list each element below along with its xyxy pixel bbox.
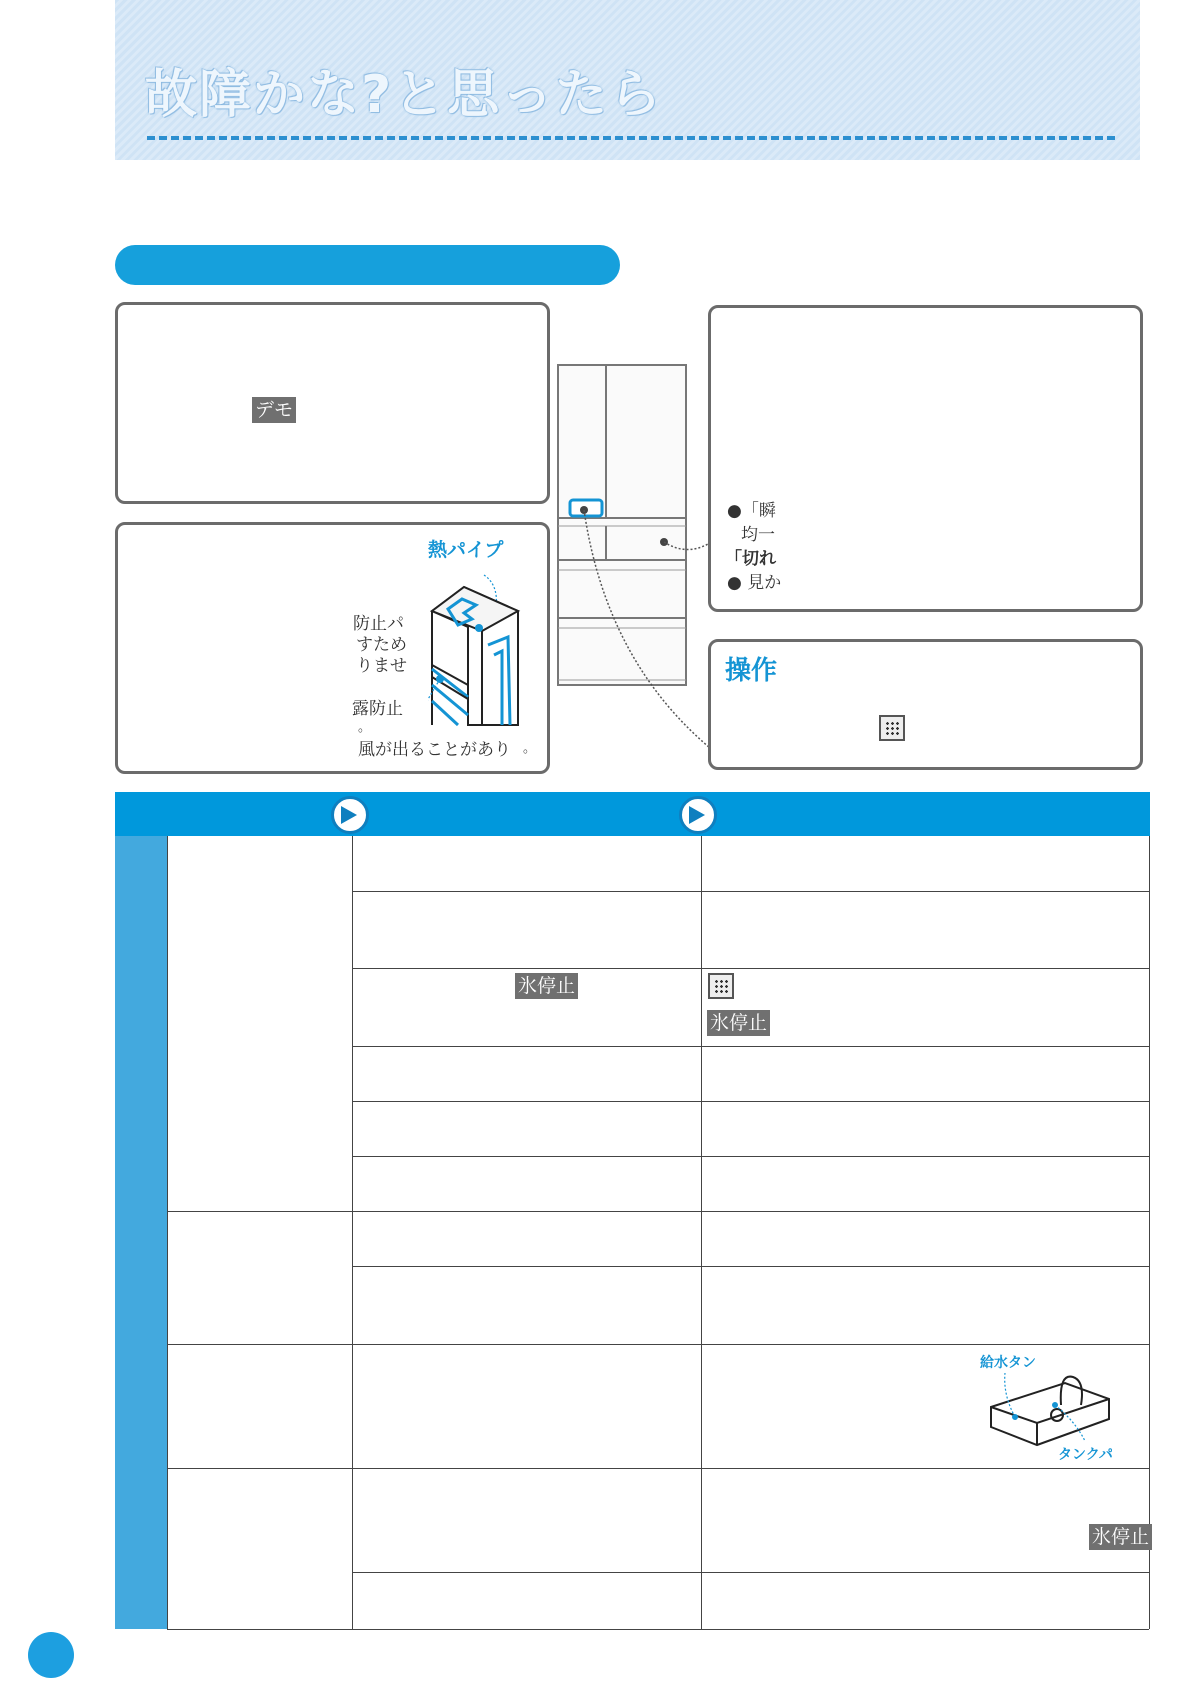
text-line: 。 xyxy=(523,741,537,756)
bullet-text: 均一 xyxy=(741,525,775,545)
ice-stop-key: 氷停止 xyxy=(1089,1524,1152,1550)
bullet-text: ● 見か xyxy=(727,573,782,593)
demo-key: デモ xyxy=(252,397,296,423)
table-side-band xyxy=(115,836,167,1629)
arrow-right-icon xyxy=(679,796,717,834)
text-line: 露防止 xyxy=(352,699,403,719)
text-line: 防止パ xyxy=(353,614,404,634)
ice-stop-key: 氷停止 xyxy=(515,973,578,999)
text-line: すため xyxy=(356,635,407,655)
page-title: 故障かな?と思ったら xyxy=(145,65,664,125)
header-banner xyxy=(115,0,1140,160)
info-box-operation xyxy=(708,639,1143,770)
operation-heading: 操作 xyxy=(725,656,778,686)
text-line: 。 xyxy=(358,720,372,735)
header-divider xyxy=(147,136,1115,140)
arrow-right-icon xyxy=(331,796,369,834)
bullet-text: ●「瞬 xyxy=(727,501,776,521)
text-line: りませ xyxy=(356,656,407,676)
tank-part-label: タンクパ xyxy=(1058,1447,1113,1463)
info-box-heat-pipe xyxy=(115,522,550,774)
keypad-icon xyxy=(879,715,905,741)
text-line: 風が出ることがあり xyxy=(358,740,511,760)
ice-stop-key: 氷停止 xyxy=(707,1010,770,1036)
fridge-heat-pipe-illustration xyxy=(428,565,538,735)
info-box-demo xyxy=(115,302,550,504)
bullet-text: 「切れ xyxy=(725,549,776,569)
keypad-icon xyxy=(708,973,734,999)
table-header-bar xyxy=(115,792,1150,836)
water-tank-label: 給水タン xyxy=(980,1355,1036,1371)
page-number-badge xyxy=(28,1632,74,1678)
info-box-cooling-modes xyxy=(708,305,1143,612)
section-heading-bar xyxy=(115,245,620,285)
water-tank-illustration xyxy=(985,1365,1115,1455)
heat-pipe-label: 熱パイプ xyxy=(428,539,504,561)
refrigerator-illustration xyxy=(546,360,716,750)
